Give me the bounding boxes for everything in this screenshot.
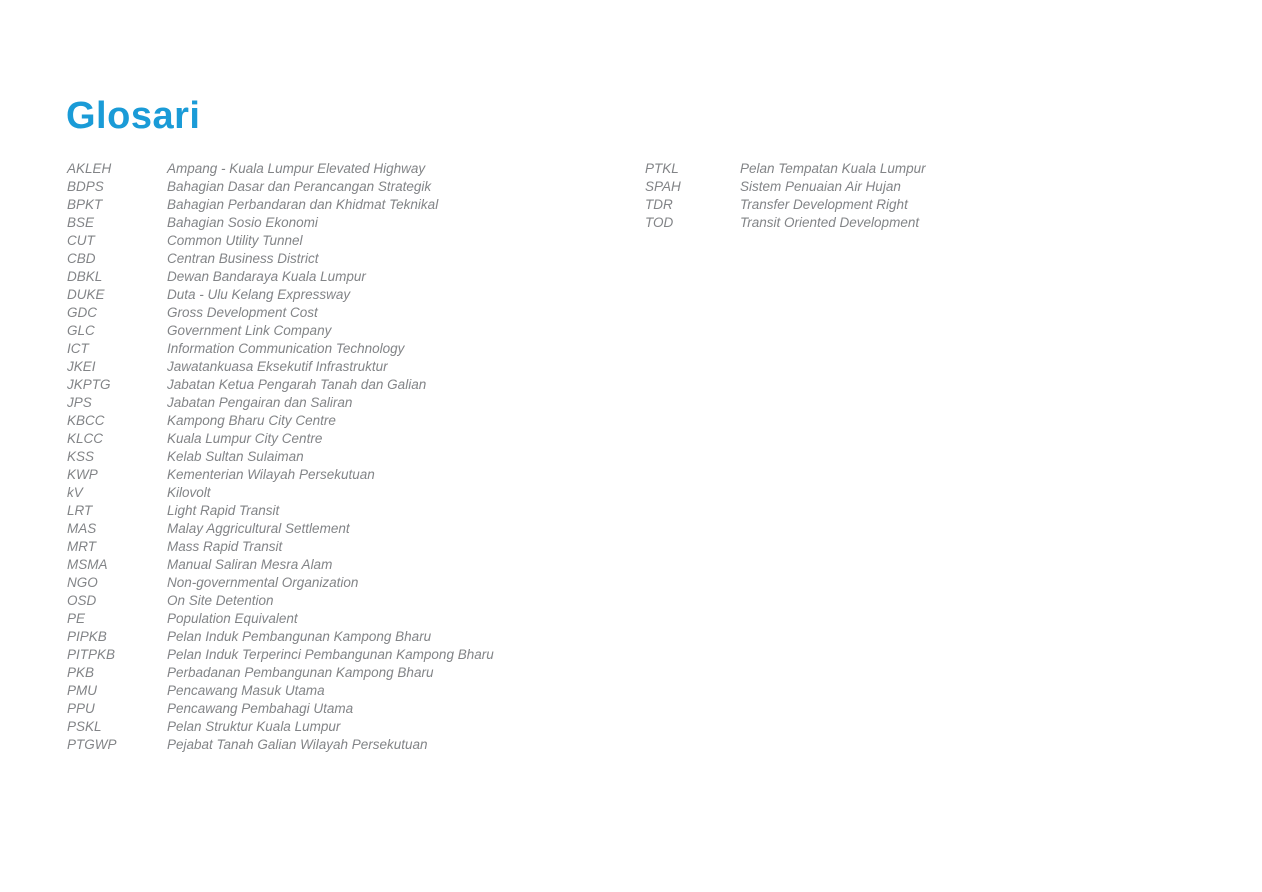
glossary-definition: Pelan Tempatan Kuala Lumpur [740, 161, 926, 176]
glossary-abbreviation: BPKT [67, 197, 103, 212]
glossary-abbreviation: CBD [67, 251, 96, 266]
glossary-abbreviation: SPAH [645, 179, 681, 194]
glossary-abbreviation: PE [67, 611, 86, 626]
glossary-definition: Kementerian Wilayah Persekutuan [167, 467, 375, 482]
glossary-abbreviation: GLC [67, 323, 95, 338]
glossary-entry [67, 628, 627, 646]
glossary-abbreviation: PIPKB [67, 629, 107, 644]
glossary-abbreviation: PTGWP [67, 737, 117, 752]
glossary-definition: Sistem Penuaian Air Hujan [740, 179, 901, 194]
glossary-definition: Centran Business District [167, 251, 319, 266]
glossary-entry [67, 520, 627, 538]
glossary-entry [67, 646, 627, 664]
glossary-abbreviation: GDC [67, 305, 97, 320]
glossary-abbreviation: CUT [67, 233, 95, 248]
glossary-definition: Perbadanan Pembangunan Kampong Bharu [167, 665, 434, 680]
glossary-abbreviation: AKLEH [67, 161, 112, 176]
glossary-abbreviation: KSS [67, 449, 95, 464]
glossary-definition: Bahagian Sosio Ekonomi [167, 215, 318, 230]
glossary-definition: Malay Aggricultural Settlement [167, 521, 350, 536]
glossary-entry [67, 610, 627, 628]
glossary-abbreviation: JKPTG [67, 377, 111, 392]
glossary-abbreviation: TDR [645, 197, 673, 212]
glossary-abbreviation: JPS [67, 395, 92, 410]
glossary-abbreviation: NGO [67, 575, 98, 590]
glossary-entry [67, 286, 627, 304]
glossary-entry [67, 232, 627, 250]
glossary-abbreviation: PITPKB [67, 647, 116, 662]
glossary-entry [67, 664, 627, 682]
glossary-entry [67, 394, 627, 412]
glossary-entry [67, 592, 627, 610]
glossary-entry [67, 466, 627, 484]
glossary-definition: Kuala Lumpur City Centre [167, 431, 323, 446]
glossary-definition: Transit Oriented Development [740, 215, 920, 230]
page-title: Glosari [66, 95, 201, 137]
glossary-abbreviation: MSMA [67, 557, 108, 572]
glossary-definition: Information Communication Technology [167, 341, 405, 356]
glossary-definition: Mass Rapid Transit [167, 539, 283, 554]
glossary-entry [67, 214, 627, 232]
glossary-definition: Kilovolt [167, 485, 211, 500]
glossary-abbreviation: KBCC [67, 413, 105, 428]
glossary-abbreviation: KWP [67, 467, 98, 482]
glossary-abbreviation: MAS [67, 521, 97, 536]
glossary-abbreviation: JKEI [67, 359, 96, 374]
glossary-entry [67, 196, 627, 214]
glossary-entry [67, 736, 627, 754]
glossary-entry [67, 448, 627, 466]
glossary-definition: Light Rapid Transit [167, 503, 280, 518]
glossary-definition: On Site Detention [167, 593, 274, 608]
glossary-definition: Pelan Induk Pembangunan Kampong Bharu [167, 629, 432, 644]
glossary-entry [67, 304, 627, 322]
glossary-entry [67, 268, 627, 286]
glossary-entry [67, 178, 627, 196]
glossary-column-right [645, 160, 1065, 232]
glossary-definition: Population Equivalent [167, 611, 298, 626]
glossary-definition: Kelab Sultan Sulaiman [167, 449, 304, 464]
glossary-entry [67, 340, 627, 358]
glossary-definition: Ampang - Kuala Lumpur Elevated Highway [167, 161, 426, 176]
glossary-definition: Jawatankuasa Eksekutif Infrastruktur [167, 359, 388, 374]
glossary-definition: Common Utility Tunnel [167, 233, 303, 248]
glossary-entry [67, 718, 627, 736]
glossary-definition: Government Link Company [167, 323, 332, 338]
glossary-entry [645, 214, 1065, 232]
glossary-definition: Pelan Induk Terperinci Pembangunan Kampong Bharu [167, 647, 494, 662]
glossary-column-left [67, 160, 627, 754]
glossary-definition: Bahagian Perbandaran dan Khidmat Teknikal [167, 197, 439, 212]
glossary-entry [67, 160, 627, 178]
glossary-abbreviation: KLCC [67, 431, 104, 446]
glossary-abbreviation: TOD [645, 215, 674, 230]
glossary-definition: Gross Development Cost [167, 305, 318, 320]
glossary-definition: Non-governmental Organization [167, 575, 359, 590]
glossary-definition: Kampong Bharu City Centre [167, 413, 336, 428]
glossary-definition: Jabatan Pengairan dan Saliran [167, 395, 353, 410]
glossary-entry [67, 700, 627, 718]
glossary-definition: Bahagian Dasar dan Perancangan Strategik [167, 179, 432, 194]
glossary-entry [67, 556, 627, 574]
glossary-definition: Pencawang Pembahagi Utama [167, 701, 354, 716]
glossary-entry [645, 196, 1065, 214]
glossary-abbreviation: PMU [67, 683, 97, 698]
glossary-abbreviation: PSKL [67, 719, 102, 734]
glossary-abbreviation: PKB [67, 665, 95, 680]
glossary-definition: Dewan Bandaraya Kuala Lumpur [167, 269, 366, 284]
glossary-entry [67, 250, 627, 268]
glossary-abbreviation: MRT [67, 539, 96, 554]
glossary-entry [67, 412, 627, 430]
glossary-abbreviation: BDPS [67, 179, 104, 194]
glossary-entry [645, 160, 1065, 178]
glossary-definition: Duta - Ulu Kelang Expressway [167, 287, 351, 302]
glossary-definition: Transfer Development Right [740, 197, 908, 212]
glossary-abbreviation: OSD [67, 593, 97, 608]
glossary-entry [67, 682, 627, 700]
glossary-definition: Manual Saliran Mesra Alam [167, 557, 333, 572]
glossary-abbreviation: PTKL [645, 161, 679, 176]
glossary-abbreviation: DUKE [67, 287, 105, 302]
glossary-entry [67, 484, 627, 502]
glossary-definition: Pencawang Masuk Utama [167, 683, 325, 698]
glossary-entry [67, 502, 627, 520]
glossary-entry [67, 358, 627, 376]
glossary-abbreviation: kV [67, 485, 83, 500]
glossary-entry [645, 178, 1065, 196]
glossary-abbreviation: BSE [67, 215, 95, 230]
glossary-abbreviation: DBKL [67, 269, 103, 284]
glossary-definition: Pelan Struktur Kuala Lumpur [167, 719, 341, 734]
glossary-abbreviation: ICT [67, 341, 89, 356]
glossary-abbreviation: LRT [67, 503, 93, 518]
glossary-entry [67, 322, 627, 340]
glossary-definition: Pejabat Tanah Galian Wilayah Persekutuan [167, 737, 428, 752]
glossary-entry [67, 430, 627, 448]
glossary-entry [67, 376, 627, 394]
glossary-definition: Jabatan Ketua Pengarah Tanah dan Galian [167, 377, 427, 392]
glossary-entry [67, 574, 627, 592]
glossary-abbreviation: PPU [67, 701, 95, 716]
glossary-entry [67, 538, 627, 556]
